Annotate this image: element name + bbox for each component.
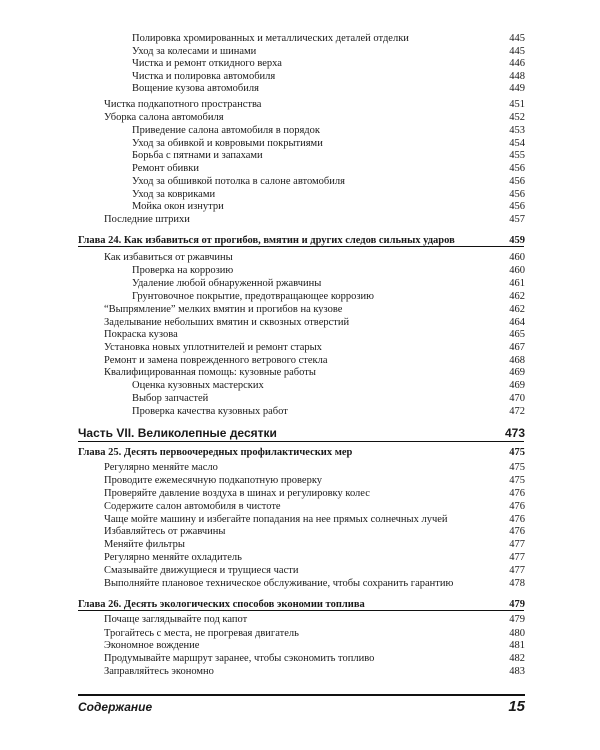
toc-entry (104, 251, 525, 264)
footer-page-number: 15 (508, 698, 525, 715)
toc-entry-page: 445 (509, 46, 525, 57)
toc-entry (104, 538, 525, 551)
toc-entry-page: 467 (509, 342, 525, 353)
section-divider (78, 610, 524, 611)
toc-entry-title: Квалифицированная помощь: кузовные работы (104, 367, 316, 378)
toc-entry-title: Чистка и полировка автомобиля (132, 71, 276, 82)
toc-entry (104, 487, 525, 500)
toc-entry-page: 483 (509, 666, 525, 677)
toc-entry (104, 213, 525, 226)
page-footer (78, 694, 525, 718)
toc-entry-title: Уборка салона автомобиля (104, 112, 224, 123)
toc-entry (132, 379, 525, 392)
toc-entry-page: 449 (509, 83, 525, 94)
toc-entry-page: 477 (509, 552, 525, 563)
toc-entry-page: 476 (509, 514, 525, 525)
toc-entry-page: 469 (509, 367, 525, 378)
toc-entry-title: Уход за обшивкой потолка в салоне автомобиля (132, 176, 345, 187)
toc-entry-page: 456 (509, 189, 525, 200)
toc-entry-page: 472 (509, 406, 525, 417)
toc-entry-page: 462 (509, 291, 525, 302)
toc-entry-title: Ремонт и замена поврежденного ветрового стекла (104, 355, 328, 366)
toc-entry (104, 111, 525, 124)
toc-entry-page: 457 (509, 214, 525, 225)
toc-entry-title: Избавляйтесь от ржавчины (104, 526, 226, 537)
toc-entry (132, 57, 525, 70)
toc-entry-title: Выполняйте плановое техническое обслуживание, чтобы сохранить гарантию (104, 578, 454, 589)
toc-entry-title: Приведение салона автомобиля в порядок (132, 125, 320, 136)
toc-entry-title: Вощение кузова автомобиля (132, 83, 259, 94)
toc-entry-title: Проверка качества кузовных работ (132, 406, 288, 417)
toc-entry (132, 82, 525, 95)
toc-entry-page: 445 (509, 33, 525, 44)
toc-entry (132, 277, 525, 290)
toc-entry-title: Выбор запчастей (132, 393, 209, 404)
toc-entry-title: Чаще мойте машину и избегайте попадания на нее прямых солнечных лучей (104, 514, 448, 525)
toc-entry-title: Уход за колесами и шинами (132, 46, 257, 57)
toc-entry-title: Последние штрихи (104, 214, 190, 225)
toc-entry (104, 500, 525, 513)
toc-entry-title: Удаление любой обнаруженной ржавчины (132, 278, 322, 289)
toc-entry-page: 452 (509, 112, 525, 123)
toc-entry (132, 175, 525, 188)
toc-entry (132, 124, 525, 137)
toc-entry-title: Оценка кузовных мастерских (132, 380, 264, 391)
toc-entry-page: 448 (509, 71, 525, 82)
toc-entry-title: Ремонт обивки (132, 163, 199, 174)
toc-entry (132, 32, 525, 45)
toc-entry-page: 481 (509, 640, 525, 651)
toc-entry-page: 460 (509, 265, 525, 276)
toc-part (78, 426, 525, 441)
toc-entry (104, 577, 525, 590)
toc-entry-page: 456 (509, 201, 525, 212)
toc-entry-title: Меняйте фильтры (104, 539, 185, 550)
toc-entry-title: Борьба с пятнами и запахами (132, 150, 263, 161)
toc-entry-title: “Выпрямление” мелких вмятин и прогибов на кузове (104, 304, 343, 315)
toc-entry-page: 455 (509, 150, 525, 161)
toc-entry-page: 476 (509, 488, 525, 499)
toc-entry-page: 470 (509, 393, 525, 404)
footer-section-title: Содержание (78, 700, 153, 714)
toc-entry (104, 303, 525, 316)
toc-entry (104, 564, 525, 577)
toc-entry-page: 475 (509, 462, 525, 473)
toc-entry-page: 456 (509, 163, 525, 174)
toc-entry-title: Регулярно меняйте охладитель (104, 552, 242, 563)
toc-entry-page: 479 (509, 614, 525, 625)
toc-entry (104, 474, 525, 487)
toc-entry-title: Проверяйте давление воздуха в шинах и регулировку колес (104, 488, 370, 499)
toc-entry-page: 477 (509, 565, 525, 576)
toc-entry-page: 473 (504, 426, 525, 440)
toc-entry-page: 446 (509, 58, 525, 69)
toc-entry-page: 476 (509, 526, 525, 537)
toc-entry-title: Продумывайте маршрут заранее, чтобы сэкономить топливо (104, 653, 375, 664)
toc-entry-page: 469 (509, 380, 525, 391)
toc-entry-title: Проводите ежемесячную подкапотную проверку (104, 475, 323, 486)
toc-entry-title: Заправляйтесь экономно (104, 666, 214, 677)
toc-entry-title: Мойка окон изнутри (132, 201, 224, 212)
toc-entry-page: 475 (509, 475, 525, 486)
toc-entry-page: 479 (509, 599, 525, 610)
toc-entry-page: 482 (509, 653, 525, 664)
toc-entry-title: Проверка на коррозию (132, 265, 234, 276)
toc-entry (132, 149, 525, 162)
toc-entry-title: Смазывайте движущиеся и трущиеся части (104, 565, 299, 576)
toc-entry-title: Регулярно меняйте масло (104, 462, 218, 473)
toc-entry-title: Глава 25. Десять первоочередных профилактических мер (78, 447, 353, 458)
toc-entry-page: 462 (509, 304, 525, 315)
toc-entry-page: 480 (509, 628, 525, 639)
toc-entry-page: 460 (509, 252, 525, 263)
toc-entry-title: Полировка хромированных и металлических деталей отделки (132, 33, 409, 44)
toc-entry (104, 613, 525, 626)
toc-entry (104, 551, 525, 564)
toc-entry-title: Грунтовочное покрытие, предотвращающее коррозию (132, 291, 375, 302)
toc-entry (104, 341, 525, 354)
toc-entry (104, 652, 525, 665)
toc-entry-title: Почаще заглядывайте под капот (104, 614, 248, 625)
toc-entry-page: 456 (509, 176, 525, 187)
section-divider (78, 441, 524, 442)
toc-entry (104, 461, 525, 474)
toc-chapter (78, 446, 525, 459)
toc-entry-title: Чистка подкапотного пространства (104, 99, 262, 110)
toc-entry (132, 392, 525, 405)
toc-entry-title: Покраска кузова (104, 329, 178, 340)
toc-entry-title: Глава 24. Как избавиться от прогибов, вмятин и других следов сильных ударов (78, 235, 455, 246)
toc-entry-title: Часть VII. Великолепные десятки (78, 426, 277, 440)
toc-entry-title: Чистка и ремонт откидного верха (132, 58, 282, 69)
toc-entry (132, 162, 525, 175)
toc-entry-page: 468 (509, 355, 525, 366)
toc-entry (104, 665, 525, 678)
toc-entry-title: Экономное вождение (104, 640, 200, 651)
toc-entry-title: Содержите салон автомобиля в чистоте (104, 501, 281, 512)
toc-entry-title: Как избавиться от ржавчины (104, 252, 233, 263)
toc-entry (104, 328, 525, 341)
toc-entry-page: 478 (509, 578, 525, 589)
toc-entry (132, 405, 525, 418)
toc-entry-title: Уход за ковриками (132, 189, 216, 200)
toc-entry-page: 459 (509, 235, 525, 246)
toc-entry-title: Уход за обивкой и ковровыми покрытиями (132, 138, 323, 149)
toc-entry (132, 290, 525, 303)
section-divider (78, 246, 524, 247)
toc-entry-page: 454 (509, 138, 525, 149)
toc-entry-title: Установка новых уплотнителей и ремонт старых (104, 342, 322, 353)
toc-entry-title: Заделывание небольших вмятин и сквозных отверстий (104, 317, 350, 328)
toc-entry-page: 465 (509, 329, 525, 340)
toc-entry-page: 451 (509, 99, 525, 110)
toc-entry (104, 98, 525, 111)
toc-entry-title: Трогайтесь с места, не прогревая двигатель (104, 628, 299, 639)
toc-entry (132, 200, 525, 213)
toc-entry-page: 476 (509, 501, 525, 512)
toc-entry (104, 366, 525, 379)
toc-entry-page: 453 (509, 125, 525, 136)
toc-entry (104, 525, 525, 538)
toc-entry-title: Глава 26. Десять экологических способов экономии топлива (78, 599, 365, 610)
toc-entry (104, 639, 525, 652)
toc-entry-page: 464 (509, 317, 525, 328)
toc-entry-page: 475 (509, 447, 525, 458)
toc-entry-page: 461 (509, 278, 525, 289)
toc-entry (132, 264, 525, 277)
toc-entry-page: 477 (509, 539, 525, 550)
